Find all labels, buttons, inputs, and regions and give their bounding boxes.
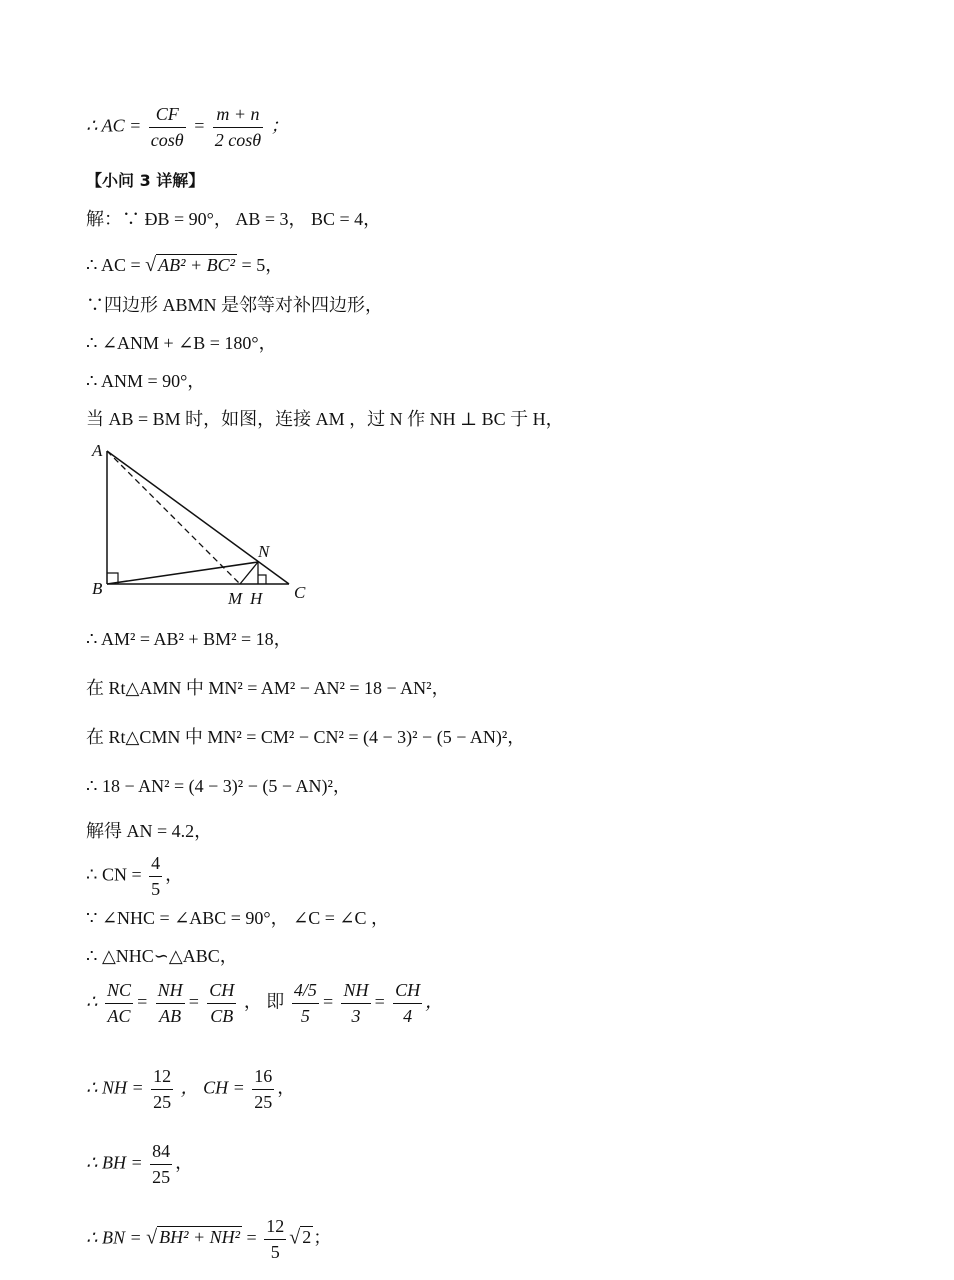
fraction bbox=[156, 980, 185, 1026]
right-angle-h bbox=[258, 575, 266, 584]
numerator: NC bbox=[106, 980, 131, 1000]
text: = 5， bbox=[237, 255, 284, 275]
line-angles: ∵ ∠NHC = ∠ABC = 90°， ∠C = ∠C ， bbox=[86, 908, 389, 928]
numerator: 12 bbox=[153, 1066, 172, 1086]
line-ac-formula bbox=[86, 104, 289, 150]
numerator: CF bbox=[155, 104, 179, 124]
fraction bbox=[292, 980, 319, 1026]
numerator: m + n bbox=[216, 104, 260, 124]
denominator: AB bbox=[159, 1005, 182, 1026]
numerator: CH bbox=[209, 980, 235, 1000]
segment-am bbox=[107, 451, 240, 584]
line-similar: ∴ △NHC∽△ABC， bbox=[86, 946, 238, 966]
denominator: CB bbox=[210, 1005, 234, 1026]
line-construction: 当 AB = BM 时，如图，连接 AM ，过 N 作 NH ⊥ BC 于 H， bbox=[86, 409, 564, 429]
fraction bbox=[252, 1066, 274, 1112]
line-am-squared: ∴ AM² = AB² + BM² = 18， bbox=[86, 629, 292, 649]
numerator: 84 bbox=[152, 1141, 171, 1161]
line-nh-ch bbox=[86, 1066, 295, 1112]
denominator: AC bbox=[107, 1005, 131, 1026]
fraction bbox=[149, 104, 186, 150]
fraction bbox=[151, 1066, 173, 1112]
fraction bbox=[207, 980, 236, 1026]
line-rt-cmn: 在 Rt△CMN 中 MN² = CM² − CN² = (4 − 3)² − (5 − AN)²， bbox=[86, 727, 526, 747]
denominator: 5 bbox=[151, 878, 161, 899]
text: ∴ NH = bbox=[86, 1077, 144, 1098]
line-bh bbox=[86, 1141, 193, 1187]
text: ∴ AC = bbox=[86, 255, 146, 275]
text: ； bbox=[270, 115, 289, 136]
line-bn: ∴ BN = √ BH² + NH² = $\frac{12}{5}$ √ 2 ； bbox=[86, 1216, 332, 1262]
section-heading: 【小问 3 详解】 bbox=[86, 171, 205, 190]
label-b: B bbox=[92, 579, 103, 598]
text: ∴ AC = bbox=[86, 115, 142, 136]
fraction bbox=[341, 980, 370, 1026]
numerator: CH bbox=[395, 980, 421, 1000]
line-ac-value: ∴ AC = √ AB² + BC² = 5， bbox=[86, 254, 284, 276]
label-n: N bbox=[258, 542, 270, 561]
line-solve-an: 解得 AN = 4.2， bbox=[86, 821, 213, 841]
denominator: 2 cosθ bbox=[214, 129, 262, 150]
text: ， CH = bbox=[180, 1077, 245, 1098]
line-rt-amn: 在 Rt△AMN 中 MN² = AM² − AN² = 18 − AN²， bbox=[86, 678, 450, 698]
line-ratios: ∴ $\frac{NC}{AC}$ = $\frac{NH}{AB}$ = $\frac{CH}{CB}$ ， 即 $\frac{4/5}{5}$ = $\frac{NH}{3}$ = $\frac{CH}{4}$ ， bbox=[86, 980, 444, 1026]
denominator: 4 bbox=[403, 1005, 413, 1026]
text: = bbox=[193, 115, 206, 136]
label-c: C bbox=[294, 583, 306, 602]
segment-ac bbox=[107, 451, 289, 584]
text: ， bbox=[425, 991, 444, 1012]
fraction bbox=[213, 104, 263, 150]
line-cn bbox=[86, 853, 183, 899]
denominator: 25 bbox=[153, 1091, 172, 1112]
numerator: 16 bbox=[254, 1066, 273, 1086]
denominator: 5 bbox=[300, 1005, 310, 1026]
fraction bbox=[149, 853, 162, 899]
segment-bn bbox=[107, 562, 258, 584]
line-angle-sum: ∴ ∠ANM + ∠B = 180°， bbox=[86, 333, 277, 353]
numerator: NH bbox=[343, 980, 369, 1000]
text: ∴ BH = bbox=[86, 1152, 143, 1173]
text: ， bbox=[165, 864, 184, 885]
text: ， bbox=[277, 1077, 296, 1098]
denominator: cosθ bbox=[150, 129, 184, 150]
radicand: 2 bbox=[302, 1227, 312, 1248]
numerator: 12 bbox=[266, 1216, 285, 1236]
fraction bbox=[150, 1141, 172, 1187]
line-quadrilateral: ∵四边形 ABMN 是邻等对补四边形， bbox=[86, 295, 384, 315]
line-equation: ∴ 18 − AN² = (4 − 3)² − (5 − AN)²， bbox=[86, 776, 351, 796]
fraction bbox=[105, 980, 133, 1026]
geometry-figure bbox=[86, 438, 326, 608]
text: = bbox=[242, 1227, 262, 1248]
line-anm: ∴ ANM = 90°， bbox=[86, 371, 206, 391]
label-a: A bbox=[92, 441, 103, 460]
text: ∴ CN = bbox=[86, 864, 142, 885]
text: ， bbox=[175, 1152, 194, 1173]
denominator: 25 bbox=[152, 1166, 171, 1187]
line-given: 解：∵ ÐB = 90°， AB = 3， BC = 4， bbox=[86, 209, 382, 229]
fraction bbox=[264, 1216, 286, 1262]
denominator: 5 bbox=[270, 1241, 280, 1262]
denominator: 25 bbox=[254, 1091, 273, 1112]
numerator: 4/5 bbox=[293, 980, 317, 1000]
denominator: 3 bbox=[351, 1005, 361, 1026]
segment-mn bbox=[240, 562, 258, 584]
text: ， 即 bbox=[243, 991, 285, 1012]
text: ∴ bbox=[86, 991, 98, 1012]
text: ； bbox=[313, 1227, 332, 1248]
numerator: NH bbox=[157, 980, 183, 1000]
label-h: H bbox=[250, 589, 263, 608]
radicand: BH² + NH² bbox=[159, 1227, 241, 1248]
numerator: 4 bbox=[151, 853, 161, 873]
text: ∴ BN = bbox=[86, 1227, 147, 1248]
label-m: M bbox=[228, 589, 243, 608]
radicand: AB² + BC² bbox=[158, 255, 236, 275]
fraction bbox=[393, 980, 422, 1026]
